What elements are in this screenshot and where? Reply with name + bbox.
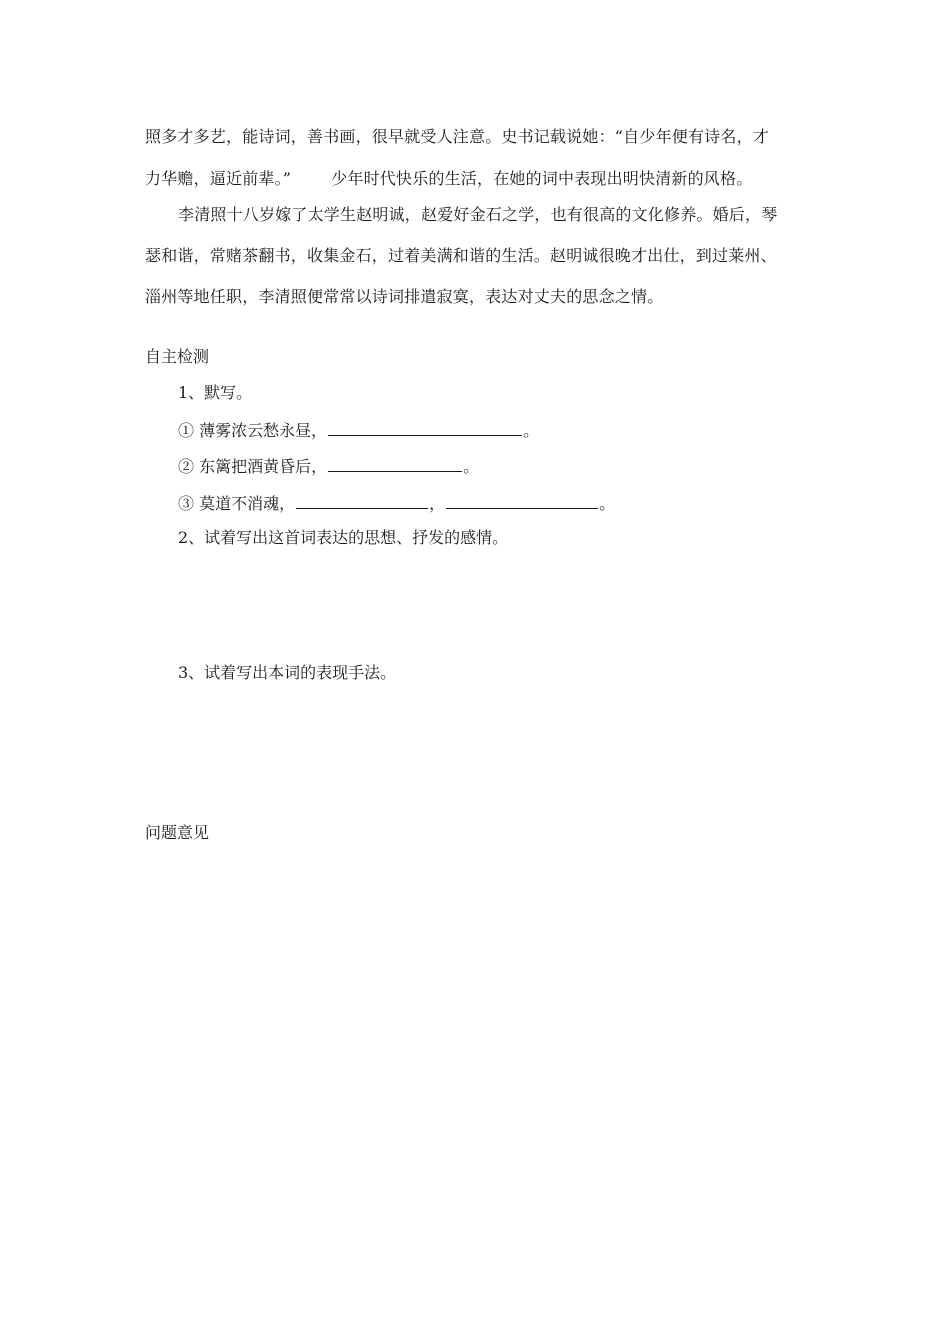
intro-line-2-rest: 少年时代快乐的生活，在她的词中表现出明快清新的风格。: [331, 169, 753, 188]
issues-title: 问题意见: [145, 823, 210, 842]
intro-line-2: [145, 168, 752, 190]
fill-blank-a[interactable]: [328, 419, 522, 436]
item-c-prefix: ③ 莫道不消魂，: [178, 494, 296, 513]
item-a-prefix: ① 薄雾浓云愁永昼，: [178, 421, 328, 440]
intro-line-2-quote: 力华赡，逼近前辈。”: [145, 169, 292, 188]
fill-blank-b[interactable]: [328, 455, 462, 472]
intro-line-3: 李清照十八岁嫁了太学生赵明诚，赵爱好金石之学，也有很高的文化修养。婚后，琴: [178, 205, 778, 224]
question-2: 2、试着写出这首词表达的思想、抒发的感情。: [178, 528, 509, 547]
item-a-suffix: 。: [523, 421, 540, 440]
fill-blank-c1[interactable]: [296, 492, 428, 509]
fill-blank-c2[interactable]: [446, 492, 598, 509]
intro-line-4: 瑟和谐，常赌茶翻书，收集金石，过着美满和谐的生活。赵明诚很晚才出仕，到过莱州、: [145, 246, 777, 265]
question-1-label: 1、默写。: [178, 383, 253, 402]
item-b-prefix: ② 东篱把酒黄昏后，: [178, 457, 328, 476]
item-b-suffix: 。: [463, 457, 480, 476]
item-c-mid: ，: [429, 494, 446, 513]
self-check-title: 自主检测: [145, 347, 210, 366]
question-1-item-a: [178, 419, 539, 442]
intro-line-1: 照多才多艺，能诗词，善书画，很早就受人注意。史书记载说她：“自少年便有诗名，才: [145, 127, 769, 146]
question-3: 3、试着写出本词的表现手法。: [178, 663, 397, 682]
intro-line-5: 淄州等地任职，李清照便常常以诗词排遣寂寞，表达对丈夫的思念之情。: [145, 287, 664, 306]
question-1-item-c: [178, 492, 615, 515]
question-1-item-b: [178, 455, 479, 478]
item-c-suffix: 。: [599, 494, 616, 513]
